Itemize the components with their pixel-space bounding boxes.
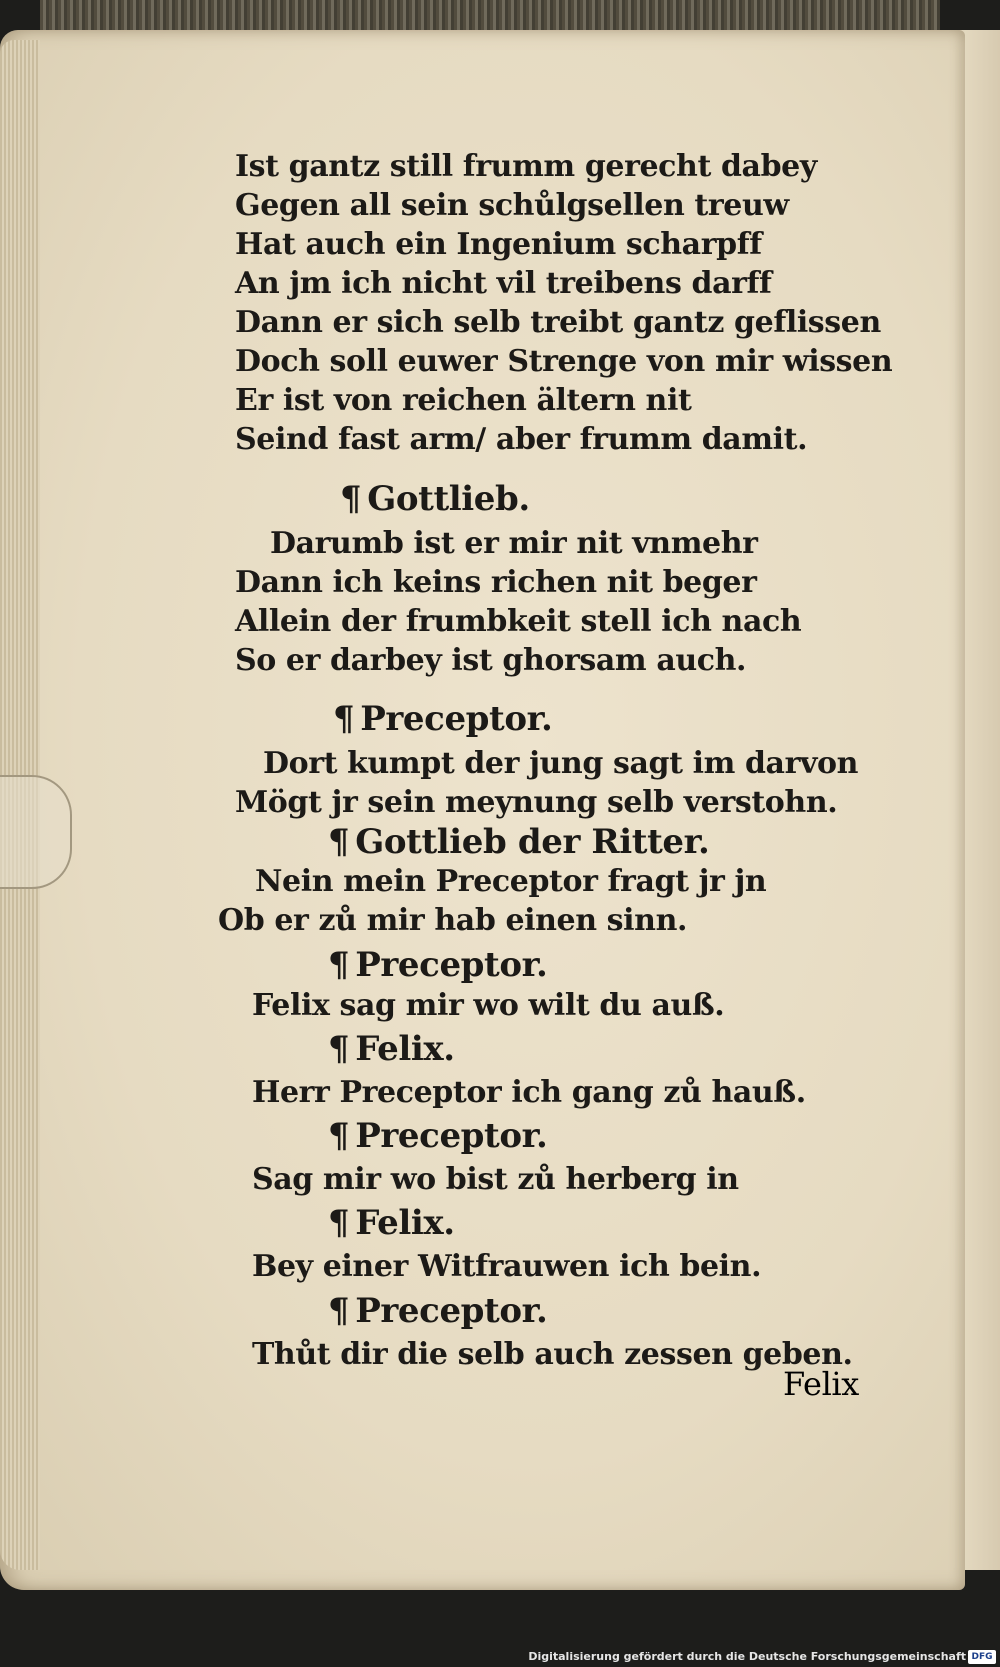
speaker-heading (333, 700, 552, 738)
speaker-heading (328, 946, 547, 984)
verse-line (235, 148, 817, 186)
line-text: Preceptor. (360, 699, 553, 739)
speaker-heading (328, 1292, 547, 1330)
line-text: Felix. (355, 1203, 455, 1243)
verse-line (252, 987, 724, 1025)
line-text: Preceptor. (355, 1291, 548, 1331)
verse-line (263, 745, 858, 783)
pilcrow-mark: ¶ (333, 699, 355, 739)
verse-line (235, 642, 746, 680)
line-text: Gegen all sein schůlgsellen treuw (235, 188, 789, 223)
line-text: Sag mir wo bist zů herberg in (252, 1162, 739, 1197)
pilcrow-mark: ¶ (328, 1203, 350, 1243)
verse-line (235, 382, 691, 420)
line-text: Preceptor. (355, 945, 548, 985)
verse-line (235, 603, 801, 641)
line-text: Allein der frumbkeit stell ich nach (235, 604, 802, 639)
dfg-logo: DFG (968, 1650, 996, 1664)
line-text: Herr Preceptor ich gang zů hauß. (252, 1075, 806, 1110)
speaker-heading (328, 1117, 547, 1155)
line-text: Seind fast arm/ aber frumm damit. (235, 422, 808, 457)
line-text: Dort kumpt der jung sagt im darvon (263, 746, 859, 781)
verse-line (252, 1161, 739, 1199)
pilcrow-mark: ¶ (328, 1291, 350, 1331)
line-text: Nein mein Preceptor fragt jr jn (255, 864, 767, 899)
verse-line (235, 187, 789, 225)
line-text: Mögt jr sein meynung selb verstohn. (235, 785, 838, 820)
line-text: Ob er zů mir hab einen sinn. (218, 903, 688, 938)
line-text: Er ist von reichen ältern nit (235, 383, 692, 418)
line-text: Preceptor. (355, 1116, 548, 1156)
line-text: So er darbey ist ghorsam auch. (235, 643, 747, 678)
verse-line (218, 902, 687, 940)
pilcrow-mark: ¶ (328, 945, 350, 985)
line-text: Doch soll euwer Strenge von mir wissen (235, 344, 893, 379)
verse-line (235, 564, 757, 602)
line-text: An jm ich nicht vil treibens darff (235, 266, 772, 301)
pilcrow-mark: ¶ (340, 479, 362, 519)
verse-line (255, 863, 766, 901)
speaker-heading (328, 1204, 455, 1242)
verse-line (270, 525, 758, 563)
verse-line (235, 226, 762, 264)
verse-line (252, 1074, 806, 1112)
digitization-credit: Digitalisierung gefördert durch die Deutsche Forschungsgemeinschaft (528, 1650, 966, 1663)
verse-line (235, 265, 772, 303)
line-text: Ist gantz still frumm gerecht dabey (235, 149, 817, 184)
verse-line (235, 784, 837, 822)
verse-line (235, 343, 892, 381)
verse-line (235, 421, 807, 459)
speaker-heading (328, 823, 709, 861)
line-text: Felix. (355, 1029, 455, 1069)
verse-line (252, 1248, 761, 1286)
line-text: Hat auch ein Ingenium scharpff (235, 227, 762, 262)
verse-line (252, 1336, 853, 1374)
line-text: Dann er sich selb treibt gantz geflissen (235, 305, 881, 340)
line-text: Thůt dir die selb auch zessen geben. (252, 1337, 853, 1372)
line-text: Gottlieb. (367, 479, 530, 519)
line-text: Darumb ist er mir nit vnmehr (270, 526, 758, 561)
line-text: Dann ich keins richen nit beger (235, 565, 757, 600)
line-text: Gottlieb der Ritter. (355, 822, 710, 862)
page-clip (0, 775, 72, 889)
speaker-heading (340, 480, 530, 518)
speaker-heading (328, 1030, 455, 1068)
pilcrow-mark: ¶ (328, 1116, 350, 1156)
pilcrow-mark: ¶ (328, 1029, 350, 1069)
catchword: Felix (783, 1365, 859, 1403)
line-text: Bey einer Witfrauwen ich bein. (252, 1249, 762, 1284)
pilcrow-mark: ¶ (328, 822, 350, 862)
verse-line (235, 304, 881, 342)
line-text: Felix sag mir wo wilt du auß. (252, 988, 725, 1023)
